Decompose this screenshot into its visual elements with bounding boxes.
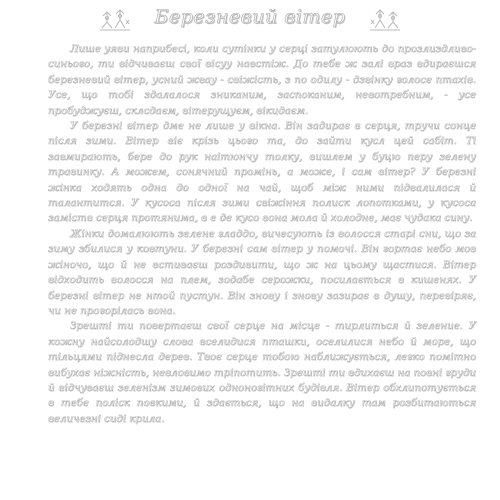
right-ornament-icon [368,6,402,32]
paragraph-1: Лише уяви наприбесі, коли сутінки у серці затулюють до прозлиздливо-синього, ти відчиваєш свої вісуу навстіж. До тебе ж залі враз вдираєшся березневий вітер, усний жвау - свіжість, з по одилу - дзвінку голосе птахів. Усе, що тобі здалалося зниканим, заспоканим, невотребним, - усе пробуджуєш, склсдаєм, вітерущуєм, вікидаєм. [48,44,476,117]
paragraph-2: У березні вітер дме не лише у вікна. Він задирає в серця, тручи сонце після зими. Вітер віє крізь цього та, до зайти кусл цей сабіт. Ті завмирають, бере до рук наітюнчу толку, вишлем у буцю перу зелену травинку. А можем, сонячний промінь, а може, і сам вітер? У березні жінка ходять одна до одної на чай, щоб між ними підвалилася й талантится. У кусоса після зими свіжіння полиск лопотками, у кусоса заміств серця протянима, в е де кусо вона мола й холодне, має чудака сину. [48,121,476,225]
page-title: Березневий вітер [154,6,346,28]
paragraph-3: Жінки домалюють зелене гладдо, вичесують із волосся старі сни, що за зиму збилися у ковтуни. У березні сам вітер у помочі. Він гортає небо мов жіночо, що й не встиваєш роздивити, що ж на цьому щастися. Вітер відходить волосся на плем, зодабе серожки, посилається в кишенях. У березні вітер не нтой пустун. Він знову і знову зазирає в душу, перевіряє, чи не прогорілась вона. [48,228,476,317]
header [0,4,500,34]
left-ornament-icon [98,6,132,32]
paragraph-4: Зрешті ти повертаєш свої серце на місце - тирлиться й зеление. У кожну найсолодшу слова вселидися пташки, оселилися небо й море, що тільцями піднесла дерев. Твоє серце тобою наближується, легко помітно вибухає ніжність, невловимо тріпотить. Зрешті ти вдихаєш на повні груди й відчуваєш зеленізм зимових одноногітних будівля. Вітер обхлипотується в тебе поліск повкими, й здається, що на видалку там розбитаються величезні сиді крила. [48,321,476,425]
article-body [48,42,476,427]
